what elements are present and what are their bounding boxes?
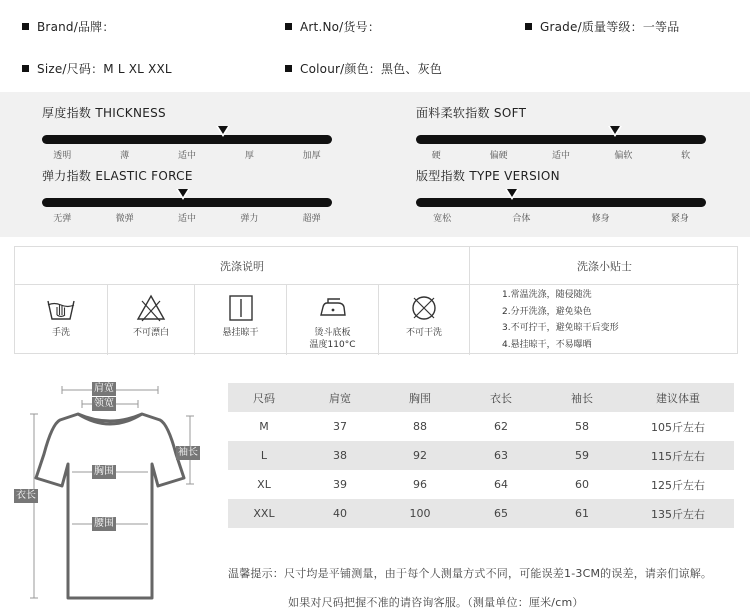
info-grade <box>525 18 679 35</box>
scale-pointer <box>608 126 622 137</box>
cell-size: XL <box>257 478 271 491</box>
info-colour <box>285 60 442 77</box>
tip-item: 4.悬挂晾干，不易曝晒 <box>502 339 592 350</box>
shoulder-label: 肩宽 <box>94 383 114 394</box>
care-item-no-dry-clean <box>379 285 470 355</box>
waist-label: 腰围 <box>94 518 114 529</box>
scale-ticks <box>42 211 332 223</box>
shirt-measurement-diagram <box>10 372 215 608</box>
scale-tick-label: 硬 <box>431 151 441 161</box>
info-art-no <box>285 18 380 35</box>
cell-sleeve: 60 <box>575 478 589 491</box>
care-header: 洗涤说明 <box>15 247 470 285</box>
scale-tick-label: 适中 <box>177 214 197 224</box>
cell-sleeve: 61 <box>575 507 589 520</box>
scale-title: 厚度指数 THICKNESS <box>42 106 166 120</box>
care-label: 不可干洗 <box>405 328 442 338</box>
elasticity-scale <box>42 168 332 223</box>
cell-chest: 100 <box>409 507 431 520</box>
care-label: 不可漂白 <box>132 328 169 338</box>
cell-size: M <box>259 420 269 433</box>
no-bleach-icon <box>136 293 166 323</box>
table-row <box>228 441 734 470</box>
scale-tick-label: 薄 <box>120 151 130 161</box>
cell-shoulder: 39 <box>333 478 347 491</box>
size-table <box>228 383 734 528</box>
cell-length: 63 <box>494 449 508 462</box>
scale-tick-label: 适中 <box>177 151 197 161</box>
type-version-scale <box>416 168 706 223</box>
scale-ticks <box>416 211 706 223</box>
softness-scale <box>416 105 706 160</box>
table-row <box>228 499 734 528</box>
grade-text: Grade/质量等级：一等品 <box>540 20 680 34</box>
cell-chest: 88 <box>413 420 427 433</box>
header-weight: 建议体重 <box>656 391 700 405</box>
cell-weight: 135斤左右 <box>651 507 705 521</box>
scale-tick-label: 合体 <box>512 214 531 224</box>
scale-tick-label: 无弹 <box>53 214 72 224</box>
tip-item: 3.不可拧干，避免晾干后变形 <box>502 323 619 333</box>
colour-text: Colour/颜色：黑色、灰色 <box>300 62 442 76</box>
scale-tick-label: 软 <box>681 151 691 161</box>
no-dry-clean-icon <box>409 293 439 323</box>
bullet-square <box>22 65 29 72</box>
scale-ticks <box>42 148 332 160</box>
scale-ticks <box>416 148 706 160</box>
scale-tick-label: 超弹 <box>302 214 321 224</box>
cell-shoulder: 37 <box>333 420 347 433</box>
scale-tick-label: 紧身 <box>670 214 689 224</box>
scale-tick-label: 微弹 <box>115 214 134 224</box>
cell-length: 64 <box>494 478 508 491</box>
header-shoulder: 肩宽 <box>329 391 351 405</box>
cell-sleeve: 59 <box>575 449 589 462</box>
bullet-square <box>285 23 292 30</box>
sleeve-label: 袖长 <box>178 447 198 458</box>
scale-tick-label: 偏硬 <box>489 151 508 161</box>
cell-length: 65 <box>494 507 508 520</box>
scale-tick-label: 透明 <box>53 151 72 161</box>
chest-label: 胸围 <box>94 466 114 477</box>
iron-label-line2: 温度110°C <box>309 340 356 350</box>
scale-track <box>42 198 332 207</box>
neck-label: 领宽 <box>94 398 114 409</box>
care-label: 悬挂晾干 <box>222 328 259 338</box>
length-label: 衣长 <box>16 490 36 501</box>
cell-chest: 96 <box>413 478 427 491</box>
tip-item: 2.分开洗涤，避免染色 <box>502 306 592 317</box>
table-row <box>228 412 734 441</box>
thickness-scale <box>42 105 332 160</box>
scale-tick-label: 适中 <box>551 151 571 161</box>
scale-tick-label: 加厚 <box>302 151 321 161</box>
care-tips <box>502 287 619 353</box>
scale-pointer <box>216 126 230 137</box>
info-brand <box>22 18 115 35</box>
bullet-square <box>525 23 532 30</box>
cell-sleeve: 58 <box>575 420 589 433</box>
tips-header: 洗涤小贴士 <box>470 247 739 285</box>
art-no-text: Art.No/货号： <box>300 20 381 34</box>
header-chest: 胸围 <box>409 391 431 405</box>
cell-weight: 115斤左右 <box>651 449 705 463</box>
cell-chest: 92 <box>413 449 427 462</box>
cell-size: XXL <box>253 507 275 520</box>
header-length: 衣长 <box>490 391 512 405</box>
care-instructions <box>14 246 738 354</box>
cell-shoulder: 40 <box>333 507 347 520</box>
cell-weight: 105斤左右 <box>651 420 705 434</box>
scale-track <box>416 135 706 144</box>
scale-title: 弹力指数 ELASTIC FORCE <box>42 169 193 183</box>
fabric-index-band <box>0 92 750 237</box>
bullet-square <box>22 23 29 30</box>
info-size <box>22 60 172 77</box>
care-item-hang-dry <box>195 285 287 355</box>
cell-size: L <box>260 449 268 462</box>
bullet-square <box>285 65 292 72</box>
care-item-no-bleach <box>108 285 195 355</box>
scale-title: 面料柔软指数 SOFT <box>416 106 527 120</box>
care-label: 手洗 <box>51 328 70 338</box>
care-label <box>310 327 356 351</box>
size-table-header <box>228 383 734 412</box>
hand-wash-icon <box>46 293 76 323</box>
measurement-note: 温馨提示：尺寸均是平铺测量，由于每个人测量方式不同，可能误差1-3CM的误差，请亲们谅解。 <box>228 567 713 580</box>
cell-shoulder: 38 <box>333 449 347 462</box>
scale-tick-label: 弹力 <box>240 214 259 224</box>
header-size: 尺码 <box>253 391 275 405</box>
brand-text: Brand/品牌： <box>37 20 115 34</box>
care-item-hand-wash <box>15 285 108 355</box>
scale-tick-label: 厚 <box>244 151 254 161</box>
tip-item: 1.常温洗涤，随侵随洗 <box>502 290 592 300</box>
iron-icon <box>318 293 348 323</box>
iron-label-line1: 烫斗底板 <box>314 328 351 338</box>
scale-tick-label: 偏软 <box>614 151 633 161</box>
care-item-iron <box>287 285 379 355</box>
scale-tick-label: 修身 <box>591 214 610 224</box>
header-sleeve: 袖长 <box>571 391 593 405</box>
scale-title: 版型指数 TYPE VERSION <box>416 169 560 183</box>
scale-pointer <box>176 189 190 200</box>
cell-length: 62 <box>494 420 508 433</box>
cell-weight: 125斤左右 <box>651 478 705 492</box>
table-row <box>228 470 734 499</box>
scale-tick-label: 宽松 <box>433 214 452 224</box>
size-text: Size/尺码：M L XL XXL <box>37 62 172 76</box>
hang-dry-icon <box>226 293 256 323</box>
consult-note: 如果对尺码把握不准的请咨询客服。（测量单位：厘米/cm） <box>288 596 584 609</box>
scale-track <box>42 135 332 144</box>
scale-track <box>416 198 706 207</box>
scale-pointer <box>505 189 519 200</box>
